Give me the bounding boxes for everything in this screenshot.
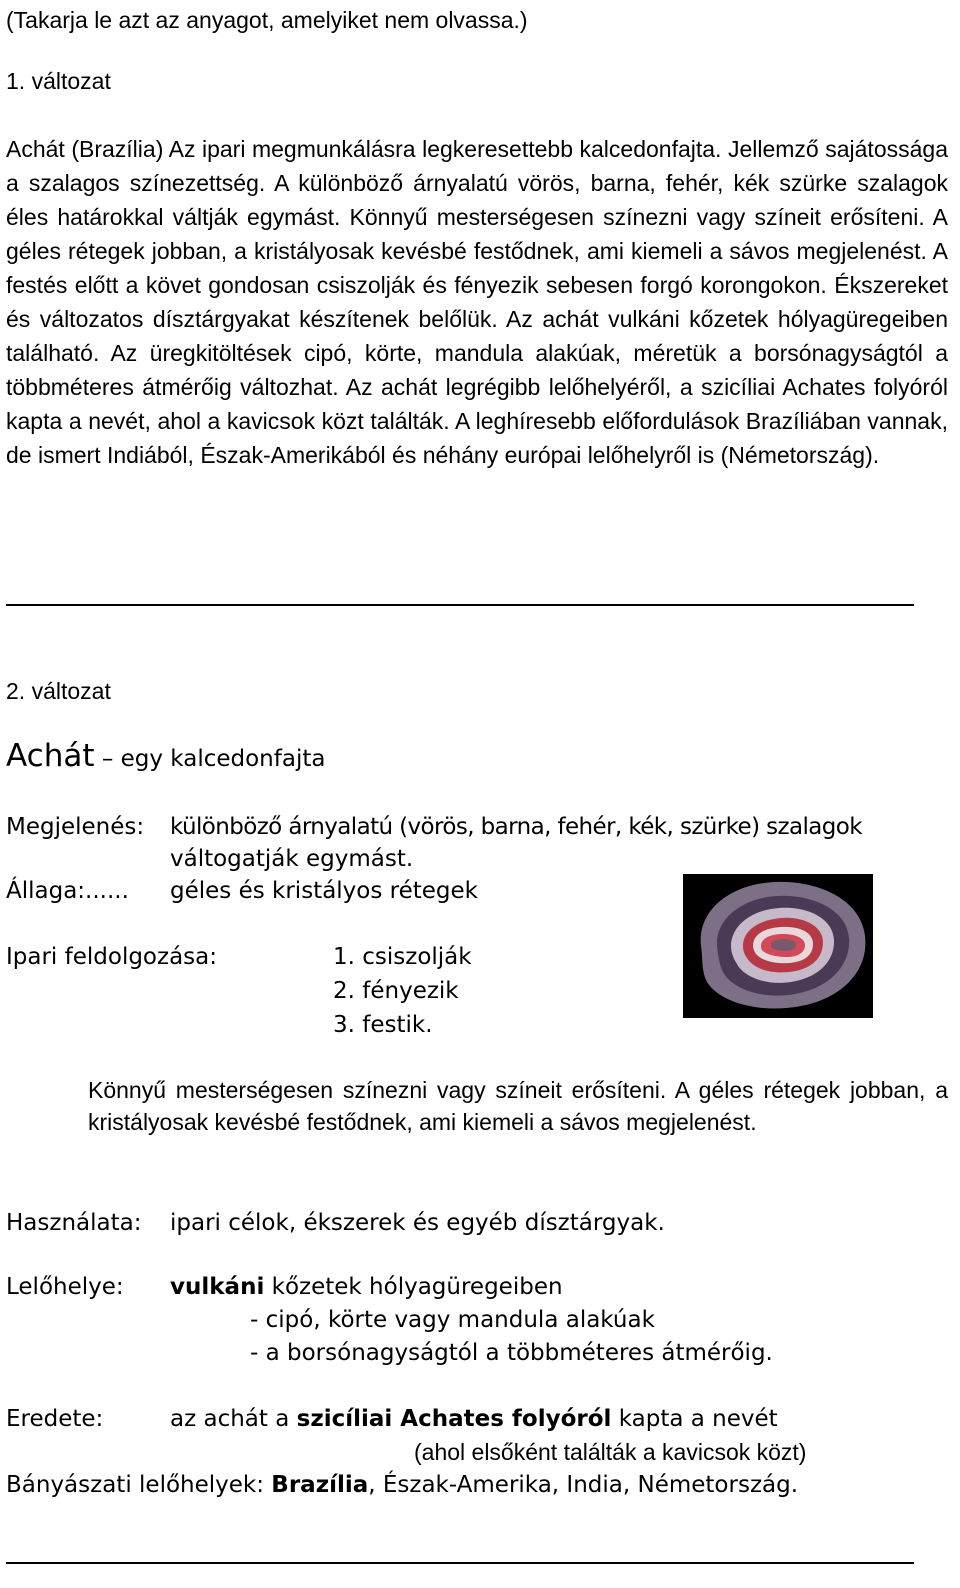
lelohelye-detail-1: - cipó, körte vagy mandula alakúak	[250, 1307, 655, 1333]
title-main: Achát	[6, 738, 95, 774]
ipari-label: Ipari feldolgozása:	[6, 944, 217, 970]
title-rest: – egy kalcedonfajta	[94, 746, 326, 772]
lelohelye-bold: vulkáni	[170, 1274, 265, 1300]
hasznalata-value: ipari célok, ékszerek és egyéb dísztárgyak.	[170, 1210, 665, 1236]
allaga-value: géles és kristályos rétegek	[170, 878, 478, 904]
banyaszati-line	[6, 1468, 798, 1502]
eredete-part-a: az achát a	[170, 1406, 297, 1432]
banyaszati-rest: , Észak-Amerika, India, Németország.	[368, 1472, 799, 1498]
note-paragraph: Könnyű mesterségesen színezni vagy színeit erősíteni. A géles rétegek jobban, a kristályosak kevésbé festődnek, ami kiemeli a sávos megjelenést.	[88, 1077, 948, 1135]
instruction-text: (Takarja le azt az anyagot, amelyiket nem olvassa.)	[6, 7, 528, 33]
separator-line-1	[6, 604, 914, 606]
step-1: 1. csiszolják	[333, 944, 472, 970]
hasznalata-label: Használata:	[6, 1210, 142, 1236]
variant-2-title	[6, 738, 325, 774]
lelohelye-rest: kőzetek hólyagüregeiben	[264, 1274, 563, 1300]
variant-1-paragraph: Achát (Brazília) Az ipari megmunkálásra legkeresettebb kalcedonfajta. Jellemző sajátossága a szalagos színezettség. A különböző árnyalatú vörös, barna, fehér, kék szürke szalagok éles határokkal váltják egymást. Könnyű mesterségesen színezni vagy színeit erősíteni. A géles rétegek jobban, a kristályosak kevésbé festődnek, ami kiemeli a sávos megjelenést. A festés előtt a követ gondosan csiszolják és fényezik sebesen forgó korongokon. Ékszereket és változatos dísztárgyakat készítenek belőlük. Az achát vulkáni kőzetek hólyagüregeiben található. Az üregkitöltések cipó, körte, mandula alakúak, méretük a borsónagyságtól a többméteres átmérőig változhat. Az achát legrégibb lelőhelyéről, a szicíliai Achates folyóról kapta a nevét, ahol a kavicsok közt találták. A leghíresebb előfordulások Brazíliában vannak, de ismert Indiából, Észak-Amerikából és néhány európai lelőhelyről is (Németország).	[6, 136, 948, 468]
agate-image	[683, 874, 873, 1018]
eredete-parenthetical: (ahol elsőként találták a kavicsok közt)	[414, 1439, 807, 1465]
eredete-value	[170, 1402, 778, 1436]
megjelenes-label: Megjelenés:	[6, 814, 145, 840]
lelohelye-detail-2: - a borsónagyságtól a többméteres átmérőig.	[250, 1340, 773, 1366]
banyaszati-label: Bányászati lelőhelyek:	[6, 1472, 272, 1498]
eredete-label: Eredete:	[6, 1406, 104, 1432]
separator-line-2	[6, 1562, 914, 1564]
megjelenes-line-1: különböző árnyalatú (vörös, barna, fehér, kék, szürke) szalagok	[170, 814, 862, 840]
eredete-part-c: kapta a nevét	[611, 1406, 778, 1432]
lelohelye-value	[170, 1270, 563, 1304]
step-2: 2. fényezik	[333, 978, 459, 1004]
lelohelye-label: Lelőhelye:	[6, 1274, 124, 1300]
megjelenes-line-2: váltogatják egymást.	[170, 846, 414, 872]
banyaszati-bold: Brazília	[271, 1472, 369, 1498]
allaga-label: Állaga:......	[6, 878, 129, 904]
agate-slice-illustration	[683, 874, 873, 1018]
step-3: 3. festik.	[333, 1012, 433, 1038]
variant-2-heading: 2. változat	[6, 678, 111, 704]
variant-1-heading: 1. változat	[6, 68, 111, 94]
eredete-bold: szicíliai Achates folyóról	[296, 1406, 612, 1432]
